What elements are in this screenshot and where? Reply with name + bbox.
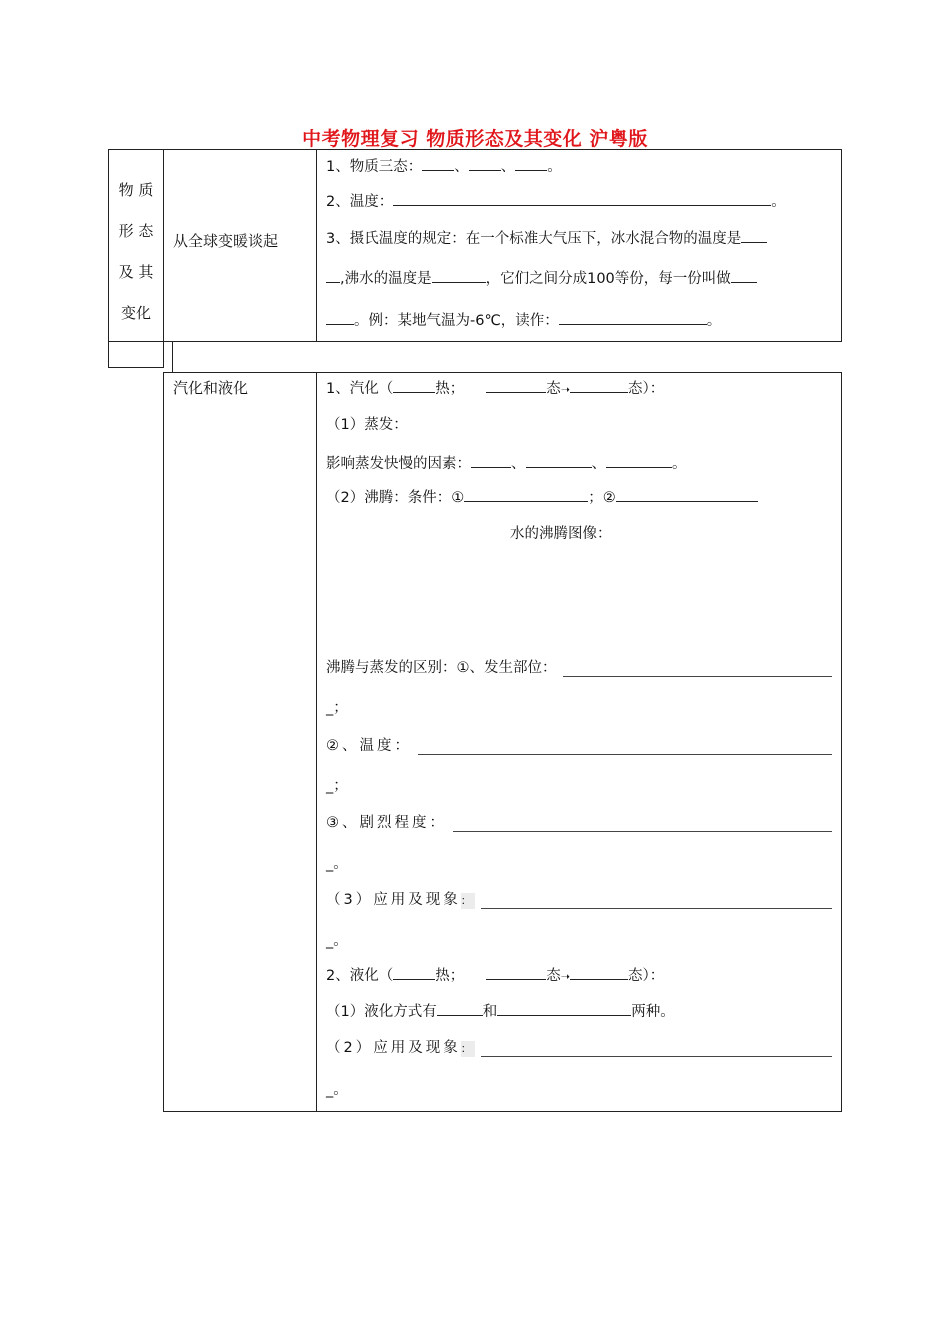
answer-blank[interactable] <box>526 453 592 468</box>
answer-blank[interactable] <box>437 1001 483 1016</box>
answer-blank[interactable] <box>326 268 340 283</box>
item-liquefaction: 2、液化（ 热； 态➝ 态）： <box>326 964 664 985</box>
diff-location-end: _； <box>326 700 348 716</box>
section1-divider-2 <box>316 149 317 342</box>
item-celsius-line3: 。例：某地气温为-6℃，读作： 。 <box>326 309 721 330</box>
answer-blank[interactable] <box>393 965 435 980</box>
diff-intensity-end: _。 <box>326 856 348 872</box>
answer-line[interactable] <box>418 738 832 755</box>
diff-location: 沸腾与蒸发的区别：①、发生部位： <box>326 656 832 677</box>
boiling-graph-label: 水的沸腾图像： <box>510 526 612 542</box>
diff-temperature-end: _； <box>326 778 348 794</box>
side-label-line: 物 质 <box>118 181 154 199</box>
colon-highlight: ： <box>461 1041 475 1057</box>
answer-blank[interactable] <box>741 228 767 243</box>
answer-blank[interactable] <box>469 156 501 171</box>
vaporization-applications: （3）应用及现象 ： <box>326 888 832 909</box>
liquefaction-methods: （1）液化方式有 和 两种。 <box>326 1000 675 1021</box>
answer-blank[interactable] <box>497 1001 631 1016</box>
side-label-line: 及 其 <box>118 263 154 281</box>
section1-divider-1 <box>163 149 164 342</box>
item-vaporization: 1、汽化（ 热； 态➝ 态）： <box>326 377 664 398</box>
item-boiling: （2）沸腾：条件：① ；② <box>326 486 758 507</box>
liquefaction-applications-end: _。 <box>326 1082 348 1098</box>
answer-blank[interactable] <box>393 378 435 393</box>
colon-highlight: ： <box>461 893 475 909</box>
answer-blank[interactable] <box>731 268 757 283</box>
arrow-icon: ➝ <box>560 383 570 396</box>
side-label <box>109 170 163 334</box>
answer-blank[interactable] <box>570 965 628 980</box>
spacer-row-line <box>108 367 164 368</box>
answer-line[interactable] <box>453 815 832 832</box>
item-evaporation: （1）蒸发： <box>326 417 408 433</box>
side-label-line: 变化 <box>120 304 151 322</box>
answer-blank[interactable] <box>486 378 546 393</box>
arrow-icon: ➝ <box>560 970 570 983</box>
answer-line[interactable] <box>481 1040 832 1057</box>
answer-blank[interactable] <box>570 378 628 393</box>
answer-line[interactable] <box>481 892 832 909</box>
answer-blank[interactable] <box>606 453 672 468</box>
answer-blank[interactable] <box>616 487 758 502</box>
answer-blank[interactable] <box>326 310 354 325</box>
item-states-of-matter: 1、物质三态： 、 、 。 <box>326 155 562 176</box>
answer-line[interactable] <box>563 660 833 677</box>
spacer-row-divider <box>172 342 173 373</box>
side-label-line: 形 态 <box>118 222 154 240</box>
answer-blank[interactable] <box>486 965 546 980</box>
section1-topic: 从全球变暖谈起 <box>173 232 279 250</box>
spacer-row-divider <box>108 342 109 368</box>
section2-topic: 汽化和液化 <box>173 379 249 397</box>
diff-temperature: ②、温度： <box>326 734 832 755</box>
diff-intensity: ③、剧烈程度： <box>326 811 832 832</box>
spacer-row-divider <box>163 342 164 368</box>
answer-blank[interactable] <box>422 156 454 171</box>
vaporization-applications-end: _。 <box>326 933 348 949</box>
liquefaction-applications: （2）应用及现象 ： <box>326 1036 832 1057</box>
item-celsius-line2: ,沸水的温度是 ，它们之间分成100等份，每一份叫做 <box>326 267 757 288</box>
item-celsius-line1: 3、摄氏温度的规定：在一个标准大气压下，冰水混合物的温度是 <box>326 227 767 248</box>
answer-blank[interactable] <box>559 310 707 325</box>
answer-blank[interactable] <box>432 268 486 283</box>
answer-blank[interactable] <box>515 156 547 171</box>
section2-divider <box>316 372 317 1112</box>
page-title: 中考物理复习 物质形态及其变化 沪粤版 <box>302 128 648 150</box>
item-temperature: 2、温度： 。 <box>326 190 786 211</box>
item-evaporation-factors: 影响蒸发快慢的因素： 、 、 。 <box>326 452 687 473</box>
answer-blank[interactable] <box>471 453 511 468</box>
answer-blank[interactable] <box>464 487 588 502</box>
answer-blank[interactable] <box>393 191 771 206</box>
